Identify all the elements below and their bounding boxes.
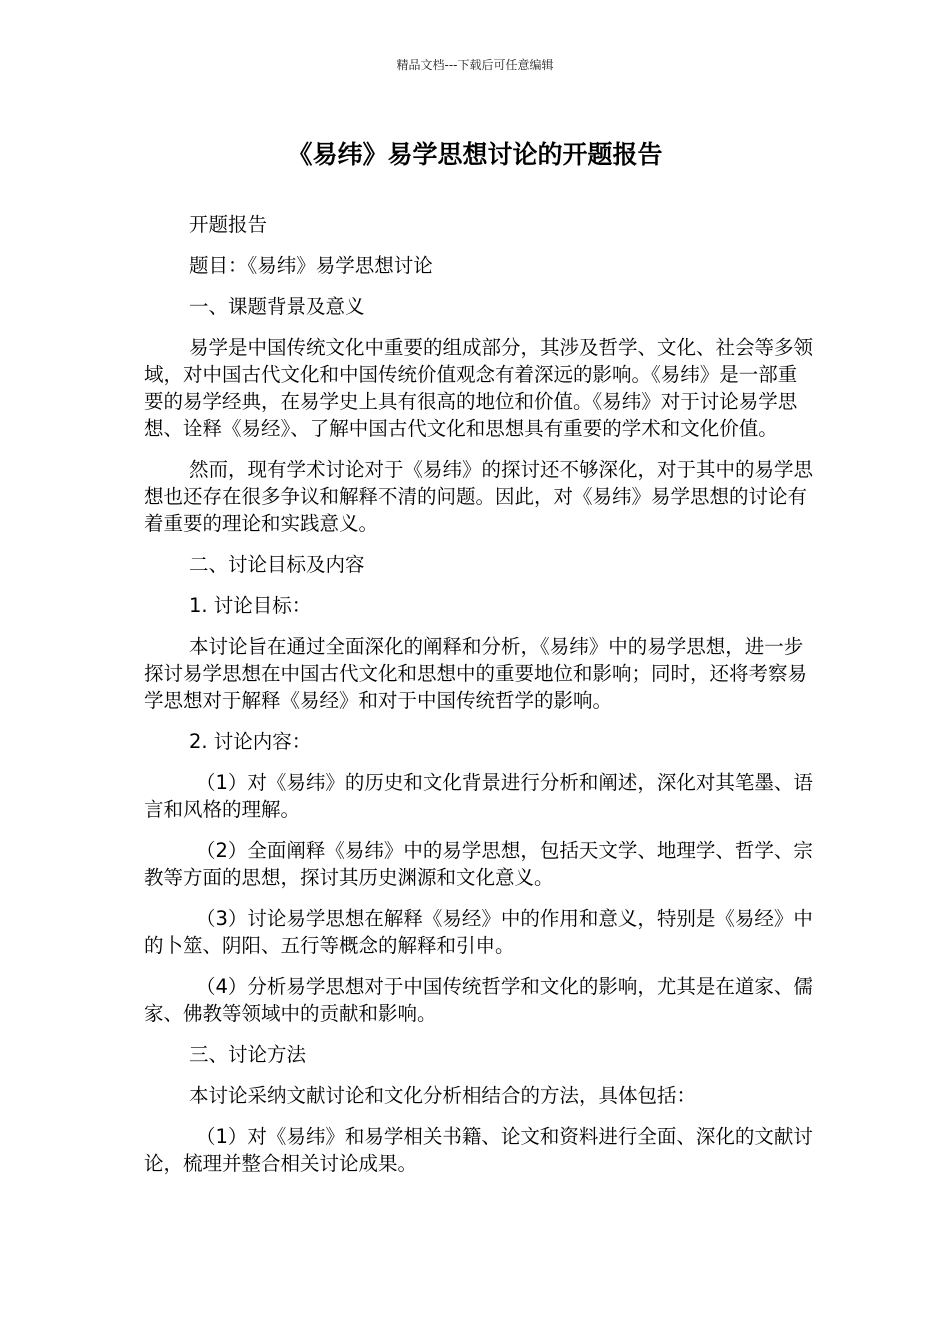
subheading-goal: 1. 讨论目标： [189, 594, 312, 617]
subheading-content: 2. 讨论内容： [189, 730, 312, 753]
paragraph-significance: 然而，现有学术讨论对于《易纬》的探讨还不够深化，对于其中的易学思想也还存在很多争议和解释不清的问题。因此，对《易纬》易学思想的讨论有着重要的理论和实践意义。 [144, 458, 814, 535]
section-heading-3: 三、讨论方法 [189, 1043, 307, 1066]
section-heading-1: 一、课题背景及意义 [189, 295, 365, 318]
document-body [144, 211, 816, 1191]
document-title: 《易纬》易学思想讨论的开题报告 [287, 140, 663, 169]
content-item-3: （3）讨论易学思想在解释《易经》中的作用和意义，特别是《易经》中的卜筮、阴阳、五行等概念的解释和引申。 [144, 907, 813, 957]
header-watermark: 精品文档---下载后可任意编辑 [396, 58, 554, 72]
paragraph-method: 本讨论采纳文献讨论和文化分析相结合的方法，具体包括： [189, 1084, 697, 1107]
method-item-1: （1）对《易纬》和易学相关书籍、论文和资料进行全面、深化的文献讨论，梳理并整合相关讨论成果。 [144, 1125, 813, 1175]
heading-report: 开题报告 [189, 213, 268, 236]
content-item-2: （2）全面阐释《易纬》中的易学思想，包括天文学、地理学、哲学、宗教等方面的思想，探讨其历史渊源和文化意义。 [144, 839, 813, 889]
topic-line: 题目：《易纬》易学思想讨论 [189, 254, 433, 277]
content-item-4: （4）分析易学思想对于中国传统哲学和文化的影响，尤其是在道家、儒家、佛教等领域中的贡献和影响。 [144, 975, 813, 1025]
section-heading-2: 二、讨论目标及内容 [189, 553, 365, 576]
content-item-1: （1）对《易纬》的历史和文化背景进行分析和阐述，深化对其笔墨、语言和风格的理解。 [144, 771, 813, 821]
paragraph-background: 易学是中国传统文化中重要的组成部分，其涉及哲学、文化、社会等多领域，对中国古代文化和中国传统价值观念有着深远的影响。《易纬》是一部重要的易学经典，在易学史上具有很高的地位和价值。《易纬》对于讨论易学思想、诠释《易经》、了解中国古代文化和思想具有重要的学术和文化价值。 [144, 336, 814, 440]
paragraph-goal: 本讨论旨在通过全面深化的阐释和分析，《易纬》中的易学思想，进一步探讨易学思想在中国古代文化和思想中的重要地位和影响；同时，还将考察易学思想对于解释《易经》和对于中国传统哲学的影响。 [144, 635, 808, 712]
